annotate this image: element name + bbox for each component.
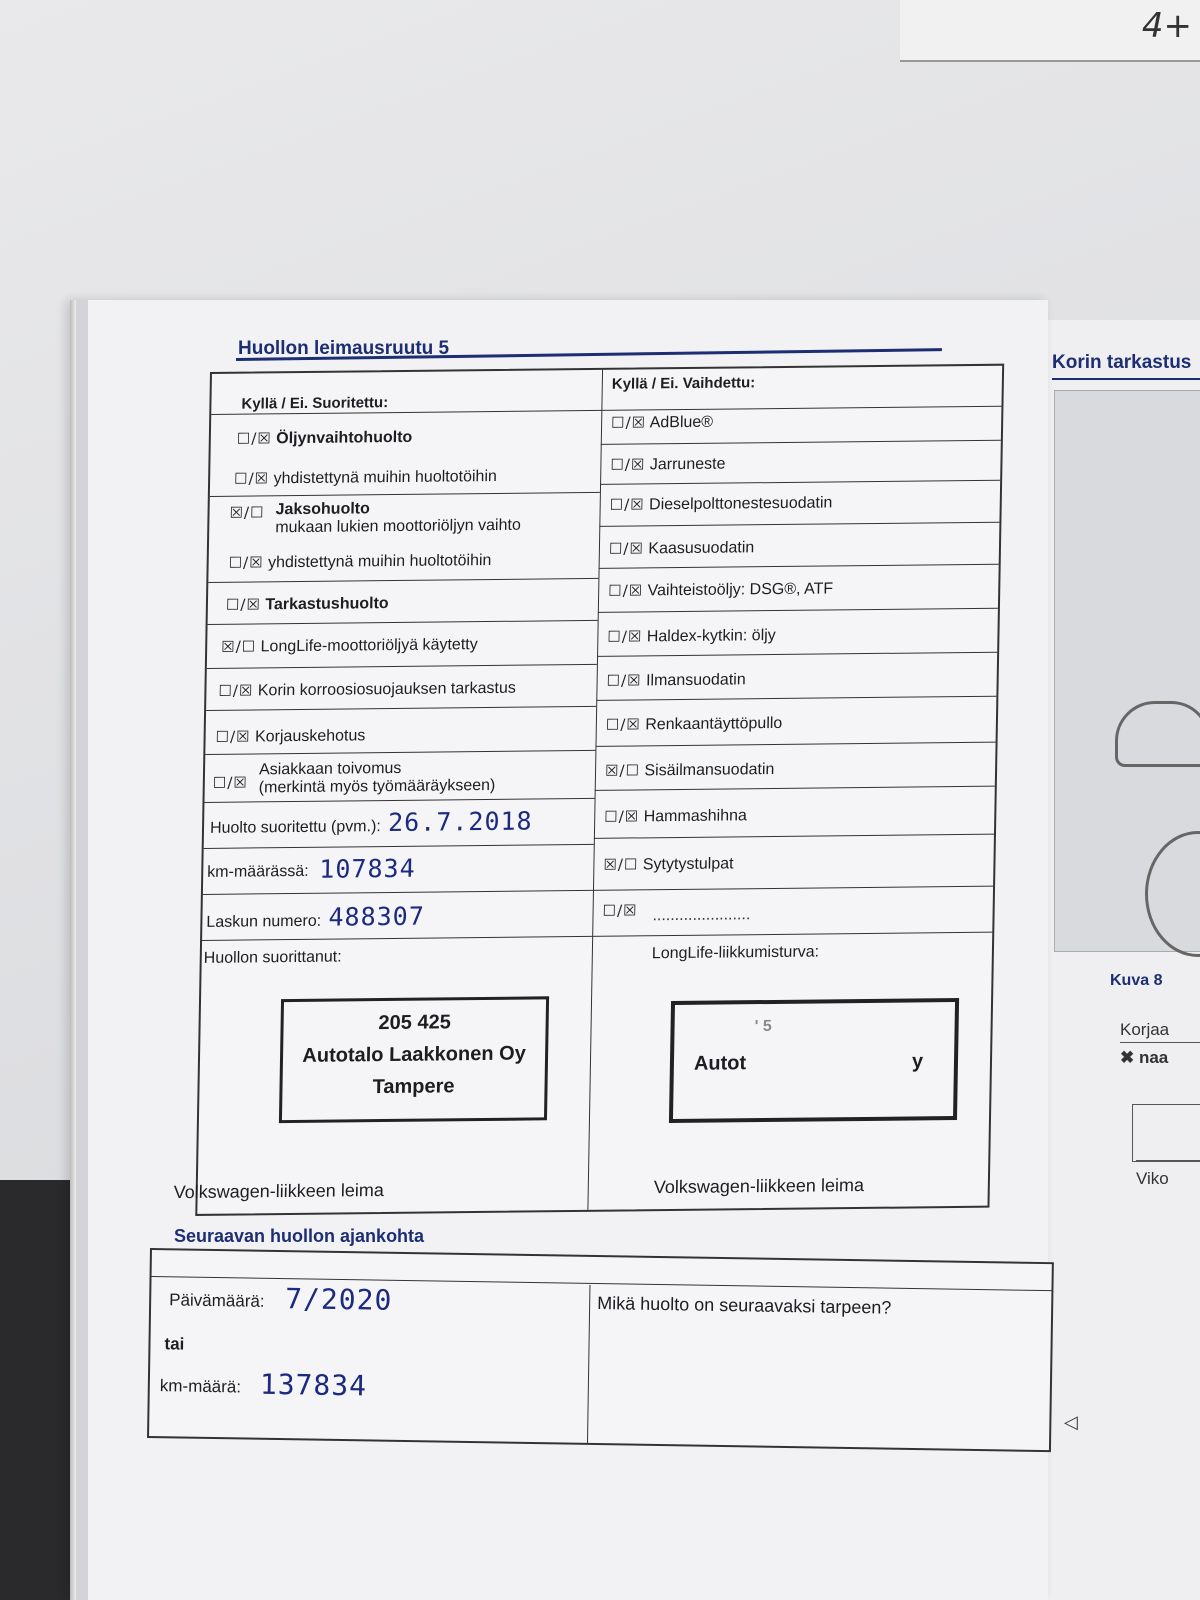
left-item-label: yhdistettynä muihin huoltotöihin [273, 467, 497, 488]
right-item-cabin-filter [605, 760, 775, 781]
naa-label: ✖ naa [1120, 1048, 1169, 1067]
stamp-company: Autotalo Laakkonen Oy [302, 1042, 526, 1067]
right-item-label: Sisäilmansuodatin [644, 760, 775, 780]
checkbox-pair[interactable]: ☐/☒ [610, 413, 647, 432]
left-item-inspection [226, 594, 389, 615]
checkbox-pair[interactable]: ☒/☐ [221, 637, 257, 656]
left-item-corrosion-check [218, 679, 516, 701]
stamp-numbers: 205 425 [378, 1011, 451, 1035]
right-item-timing-belt [604, 806, 747, 826]
wheel-outline [1145, 831, 1200, 957]
row-rule [598, 608, 998, 613]
row-rule [601, 440, 1001, 445]
left-item-sublabel: mukaan lukien moottoriöljyn vaihto [275, 516, 521, 537]
right-item-label: Kaasusuodatin [648, 539, 755, 558]
korjaa-rule [1120, 1042, 1200, 1043]
left-item-oil-change [237, 428, 413, 449]
checkbox-pair[interactable]: ☐/☒ [604, 807, 640, 826]
stamp-caption-left: Volkswagen-liikkeen leima [173, 1179, 385, 1203]
row-rule [599, 522, 999, 527]
right-page-box [1132, 1104, 1200, 1162]
checkbox-pair[interactable]: ☐/☒ [212, 773, 248, 792]
checkbox-pair[interactable]: ☐/☒ [225, 595, 262, 614]
checkbox-pair[interactable]: ☒/☐ [604, 761, 641, 780]
checkbox-pair[interactable]: ☐/☒ [218, 681, 254, 700]
right-header: Kyllä / Ei. Vaihdettu: [611, 374, 756, 393]
next-service-divider [587, 1285, 590, 1443]
dealer-stamp [279, 996, 549, 1123]
longlife-mobility-label: LongLife-liikkumisturva: [651, 943, 820, 963]
checkbox-pair[interactable]: ☐/☒ [233, 469, 270, 488]
car-figure [1054, 390, 1200, 952]
service-date-label: Huolto suoritettu (pvm.): [209, 818, 381, 837]
row-rule [594, 834, 994, 839]
page-title: Huollon leimausruutu 5 [238, 338, 450, 359]
or-label: tai [164, 1334, 185, 1354]
right-item-spark-plugs [603, 854, 733, 874]
right-item-label: Jarruneste [649, 455, 726, 474]
checkbox-pair[interactable]: ☐/☒ [228, 553, 264, 572]
faded-stamp-numbers: ' 5 [754, 1017, 772, 1036]
faded-stamp-right: y [911, 1050, 924, 1073]
top-scribble: 4+ [1141, 6, 1192, 46]
left-item-period-service [229, 503, 264, 522]
left-item-label: Tarkastushuolto [265, 595, 389, 614]
top-paper-sheet [900, 0, 1200, 62]
checkbox-pair[interactable]: ☐/☒ [602, 901, 638, 920]
row-rule [207, 664, 597, 669]
invoice-label: Laskun numero: [206, 912, 322, 931]
right-item-label: Ilmansuodatin [645, 671, 746, 690]
viko-label: Viko [1136, 1160, 1200, 1189]
right-item-label: AdBlue® [649, 413, 714, 432]
right-item-blank [602, 901, 751, 925]
performed-by-label: Huollon suorittanut: [203, 948, 342, 967]
row-rule [597, 652, 997, 657]
row-rule [206, 706, 596, 711]
row-rule [205, 750, 595, 755]
invoice-handwritten: 488307 [328, 901, 426, 932]
next-service-card [147, 1248, 1054, 1452]
right-item-gearbox-oil [608, 579, 833, 600]
right-item-label: Hammashihna [643, 807, 747, 826]
next-date-handwritten: 7/2020 [284, 1282, 393, 1317]
row-rule [204, 844, 594, 849]
blank-dotted-line: ...................... [652, 906, 751, 925]
checkbox-pair[interactable]: ☐/☒ [608, 539, 645, 558]
right-item-brake-fluid [610, 455, 725, 475]
left-item-label: yhdistettynä muihin huoltotöihin [267, 552, 492, 572]
row-rule [595, 742, 995, 747]
right-item-label: Vaihteistoöljy: DSG®, ATF [647, 580, 834, 600]
left-header: Kyllä / Ei. Suoritettu: [241, 394, 389, 413]
row-rule [599, 564, 999, 569]
checkbox-pair[interactable]: ☐/☒ [605, 715, 641, 734]
stamp-city: Tampere [372, 1075, 455, 1099]
right-page [1036, 320, 1200, 1600]
checkbox-pair[interactable]: ☐/☒ [609, 495, 645, 514]
checkbox-pair[interactable]: ☐/☒ [610, 455, 646, 474]
right-item-adblue [611, 413, 713, 433]
right-item-label: Dieselpolttonestesuodatin [648, 494, 833, 514]
checkbox-pair[interactable]: ☒/☐ [229, 503, 265, 522]
next-service-question: Mikä huolto on seuraavaksi tarpeen? [597, 1293, 892, 1318]
left-item-label: Korin korroosiosuojauksen tarkastus [257, 679, 516, 700]
checkbox-pair[interactable]: ☐/☒ [607, 627, 643, 646]
right-item-label: Renkaantäyttöpullo [645, 714, 783, 734]
right-item-haldex-oil [607, 626, 776, 647]
km-handwritten: 107834 [319, 853, 416, 884]
left-item-label: Asiakkaan toivomus [258, 759, 402, 779]
korjaa-label: Korjaa [1120, 1020, 1170, 1039]
triangle-marker-icon: ◁ [1064, 1412, 1078, 1432]
left-item-label: LongLife-moottoriöljyä käytetty [260, 636, 478, 656]
left-item-customer-wish [213, 774, 248, 793]
service-date-handwritten: 26.7.2018 [387, 806, 533, 838]
right-item-label: Haldex-kytkin: öljy [646, 627, 776, 646]
checkbox-pair[interactable]: ☒/☐ [603, 855, 639, 874]
next-date-label: Päivämäärä: [169, 1290, 265, 1311]
row-rule [210, 492, 600, 497]
right-item-gas-filter [609, 538, 755, 559]
left-item-sublabel: (merkintä myös työmääräykseen) [258, 776, 496, 797]
row-rule [596, 696, 996, 701]
stamp-caption-right: Volkswagen-liikkeen leima [653, 1174, 865, 1198]
km-label: km-määrässä: [207, 862, 309, 881]
row-rule [203, 886, 993, 895]
service-stamp-card [173, 364, 1004, 1216]
checkbox-pair[interactable]: ☐/☒ [608, 581, 644, 600]
left-item-label: Jaksohuolto [275, 500, 371, 519]
left-item-combined-2 [228, 551, 491, 573]
right-item-diesel-filter [610, 493, 833, 514]
row-rule [208, 620, 598, 625]
row-rule [202, 932, 992, 941]
left-item-longlife-oil [221, 635, 478, 657]
checkbox-pair[interactable]: ☐/☒ [236, 429, 272, 448]
row-rule [208, 578, 598, 583]
left-item-label: Öljynvaihtohuolto [276, 428, 413, 448]
right-item-label: Sytytystulpat [642, 855, 734, 874]
next-km-handwritten: 137834 [259, 1367, 368, 1403]
row-rule [595, 786, 995, 791]
right-page-title-rule [1052, 378, 1200, 380]
left-item-repair-advice [215, 726, 365, 747]
next-km-label: km-määrä: [159, 1376, 242, 1397]
right-item-air-filter [606, 670, 745, 690]
row-rule [204, 798, 594, 803]
car-outline [1115, 701, 1200, 767]
right-item-tyre-inflator [606, 714, 783, 735]
checkbox-pair[interactable]: ☐/☒ [215, 727, 251, 746]
next-service-title: Seuraavan huollon ajankohta [174, 1226, 425, 1246]
right-page-title: Korin tarkastus [1052, 352, 1192, 373]
faded-dealer-stamp [669, 998, 959, 1123]
left-item-combined-1 [234, 467, 497, 489]
faded-stamp-left: Autot [693, 1052, 747, 1075]
checkbox-pair[interactable]: ☐/☒ [606, 671, 642, 690]
left-item-label: Korjauskehotus [254, 727, 366, 746]
page-edge-shadow [70, 300, 76, 1600]
figure-caption: Kuva 8 [1110, 972, 1163, 989]
row-rule [600, 480, 1000, 485]
